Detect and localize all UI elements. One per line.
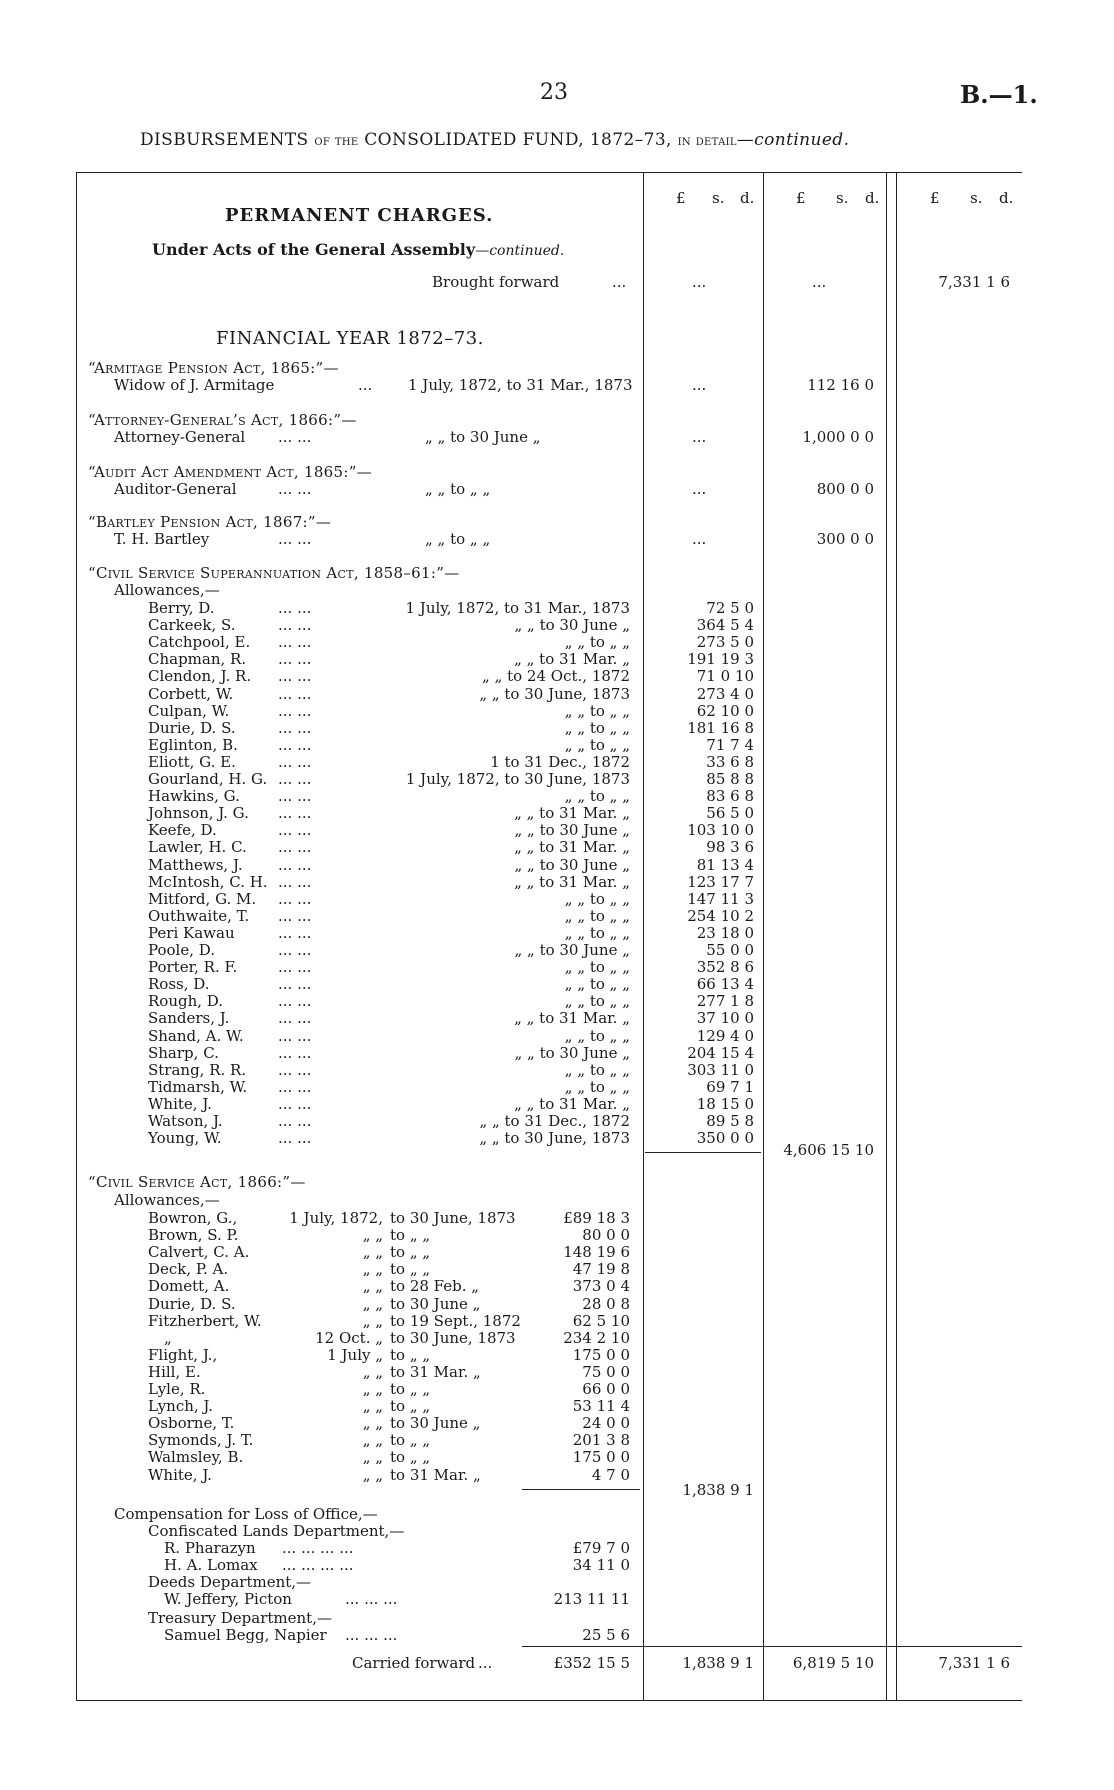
superannuation-dots: ... ...	[278, 752, 312, 771]
civil-service-amount: £89 18 3	[563, 1209, 630, 1227]
superannuation-amount: 147 11 3	[687, 889, 754, 908]
compensation-dots: ... ... ... ...	[282, 1556, 354, 1574]
compensation-amount: 34 11 0	[572, 1556, 630, 1574]
superannuation-name: Gourland, H. G.	[148, 770, 268, 788]
superannuation-dots: ... ...	[278, 804, 312, 823]
carried-forward-dots: ...	[478, 1654, 493, 1672]
act-period: „ „ to „ „	[425, 530, 491, 548]
act-payee: Attorney-General	[114, 428, 246, 446]
civil-service-amount: 24 0 0	[582, 1414, 630, 1433]
superannuation-name: Porter, R. F.	[148, 958, 238, 977]
act-period: 1 July, 1872, to 31 Mar., 1873	[408, 376, 633, 394]
civil-service-period: to 30 June „	[390, 1294, 481, 1313]
act-payee: Auditor-General	[114, 480, 237, 498]
superannuation-dots: ... ...	[278, 667, 312, 686]
superannuation-dots: ... ...	[278, 975, 312, 994]
compensation-payee: W. Jeffery, Picton	[164, 1590, 292, 1608]
compensation-department: Confiscated Lands Department,—	[148, 1522, 405, 1540]
superannuation-amount: 103 10 0	[687, 821, 754, 840]
heading-main: DISBURSEMENTS	[140, 130, 309, 150]
superannuation-name: Chapman, R.	[148, 650, 247, 669]
superannuation-dots: ... ...	[278, 701, 312, 720]
superannuation-amount: 364 5 4	[696, 616, 754, 635]
civil-service-start: 1 July, 1872,	[289, 1209, 383, 1227]
act-amount: 112 16 0	[807, 376, 874, 394]
superannuation-amount: 352 8 6	[696, 958, 754, 977]
heading-in-detail: in detail	[677, 133, 737, 149]
section-subtitle	[152, 240, 564, 259]
superannuation-dots: ... ...	[278, 735, 312, 754]
civil-service-amount: 175 0 0	[572, 1448, 630, 1467]
superannuation-name: Lawler, H. C.	[148, 838, 247, 857]
civil-service-period: to 31 Mar. „	[390, 1362, 481, 1381]
superannuation-period: „ „ to 31 Mar. „	[514, 650, 630, 669]
financial-year-heading: FINANCIAL YEAR 1872–73.	[216, 328, 484, 349]
table-divider-1	[643, 172, 644, 1700]
civil-service-name: Lyle, R.	[148, 1380, 206, 1398]
superannuation-dots: ... ...	[278, 718, 312, 737]
superannuation-dots: ... ...	[278, 787, 312, 806]
superannuation-name: White, J.	[148, 1094, 212, 1113]
superannuation-amount: 191 19 3	[687, 650, 754, 669]
superannuation-dots: ... ...	[278, 599, 312, 617]
superannuation-period: „ „ to 24 Oct., 1872	[482, 667, 630, 686]
superannuation-name: Ross, D.	[148, 975, 210, 994]
civil-service-period: to 28 Feb. „	[390, 1277, 480, 1296]
superannuation-period: „ „ to 30 June „	[514, 855, 630, 874]
compensation-payee: H. A. Lomax	[164, 1556, 258, 1574]
civil-service-name: Lynch, J.	[148, 1397, 214, 1416]
civil-service-amount: 53 11 4	[572, 1397, 630, 1416]
compensation-dots: ... ... ...	[345, 1626, 398, 1644]
pence-header: d.	[999, 189, 1014, 207]
superannuation-dots: ... ...	[278, 923, 312, 942]
civil-service-name: Domett, A.	[148, 1277, 230, 1296]
superannuation-amount: 85 8 8	[706, 770, 754, 788]
superannuation-dots: ... ...	[278, 992, 312, 1011]
superannuation-dots: ... ...	[278, 906, 312, 925]
superannuation-name: Corbett, W.	[148, 684, 234, 703]
superannuation-allowances: Allowances,—	[114, 581, 220, 599]
civil-service-amount: 80 0 0	[582, 1226, 630, 1245]
civil-service-period: to „ „	[390, 1260, 431, 1279]
superannuation-period: „ „ to 31 Mar. „	[514, 872, 630, 891]
carried-forward-col1: 1,838 9 1	[682, 1654, 754, 1672]
civil-service-period: to „ „	[390, 1397, 431, 1416]
brought-forward-label: Brought forward	[432, 273, 560, 291]
civil-service-subtotal: 1,838 9 1	[682, 1481, 754, 1499]
superannuation-name: Sharp, C.	[148, 1043, 219, 1062]
superannuation-period: „ „ to „ „	[564, 889, 630, 908]
superannuation-amount: 69 7 1	[706, 1077, 754, 1096]
compensation-payee: R. Pharazyn	[164, 1539, 256, 1557]
superannuation-amount: 204 15 4	[687, 1043, 754, 1062]
superannuation-period: „ „ to „ „	[564, 1026, 630, 1045]
civil-service-amount: 201 3 8	[572, 1431, 630, 1450]
act-title: “Attorney-General’s Act, 1866:”—	[88, 411, 357, 429]
brought-forward-col2-dots: ...	[812, 273, 827, 291]
civil-service-amount: 75 0 0	[582, 1362, 630, 1381]
superannuation-period: „ „ to „ „	[564, 1077, 630, 1096]
act-period: „ „ to „ „	[425, 480, 491, 498]
superannuation-dots: ... ...	[278, 1094, 312, 1113]
heading-continued: —continued.	[736, 130, 850, 150]
table-divider-2	[763, 172, 764, 1700]
superannuation-amount: 71 7 4	[706, 735, 754, 754]
superannuation-amount: 23 18 0	[696, 923, 754, 942]
superannuation-name: Sanders, J.	[148, 1009, 230, 1028]
page-number: 23	[540, 80, 568, 105]
superannuation-name: Clendon, J. R.	[148, 667, 252, 686]
compensation-amount: £79 7 0	[572, 1539, 630, 1557]
superannuation-name: Mitford, G. M.	[148, 889, 257, 908]
superannuation-dots: ... ...	[278, 1077, 312, 1096]
brought-forward-dots: ...	[612, 273, 627, 291]
superannuation-dots: ... ...	[278, 1026, 312, 1045]
table-divider-4	[896, 172, 897, 1700]
superannuation-period: „ „ to 31 Dec., 1872	[479, 1112, 630, 1130]
compensation-amount: 213 11 11	[553, 1590, 630, 1608]
civil-service-start: „ „	[362, 1277, 383, 1296]
superannuation-name: Hawkins, G.	[148, 787, 240, 806]
superannuation-period: „ „ to „ „	[564, 787, 630, 806]
superannuation-dots: ... ...	[278, 958, 312, 977]
compensation-title: Compensation for Loss of Office,—	[114, 1505, 378, 1523]
civil-service-name: Calvert, C. A.	[148, 1243, 250, 1262]
act-amount: 1,000 0 0	[802, 428, 874, 446]
civil-service-name: Fitzherbert, W.	[148, 1311, 262, 1330]
shilling-header: s.	[970, 189, 983, 207]
carried-forward-col2: 6,819 5 10	[792, 1654, 874, 1672]
act-col1-dots: ...	[692, 530, 707, 548]
table-left-rule	[76, 172, 77, 1700]
civil-service-name: Deck, P. A.	[148, 1260, 229, 1279]
civil-service-amount: 47 19 8	[572, 1260, 630, 1279]
brought-forward-col1-dots: ...	[692, 273, 707, 291]
superannuation-period: „ „ to 31 Mar. „	[514, 804, 630, 823]
superannuation-name: Johnson, J. G.	[148, 804, 249, 823]
civil-service-name: Bowron, G.,	[148, 1209, 238, 1227]
act-title: “Bartley Pension Act, 1867:”—	[88, 513, 332, 531]
act-title: “Armitage Pension Act, 1865:”—	[88, 359, 339, 377]
shilling-header: s.	[836, 189, 849, 207]
civil-service-amount: 148 19 6	[563, 1243, 630, 1262]
pound-header: £	[930, 189, 940, 207]
superannuation-name: Culpan, W.	[148, 701, 230, 720]
act-dots: ... ...	[278, 480, 312, 498]
superannuation-amount: 81 13 4	[696, 855, 754, 874]
heading-of-the: of the	[314, 133, 359, 149]
superannuation-period: „ „ to 30 June, 1873	[479, 684, 630, 703]
document-heading	[140, 130, 849, 150]
superannuation-amount: 273 4 0	[696, 684, 754, 703]
page-reference: B.—1.	[960, 80, 1038, 109]
carried-forward-label: Carried forward	[352, 1654, 476, 1672]
shilling-header: s.	[712, 189, 725, 207]
superannuation-name: Outhwaite, T.	[148, 906, 250, 925]
superannuation-dots: ... ...	[278, 855, 312, 874]
superannuation-period: „ „ to 30 June, 1873	[479, 1129, 630, 1148]
superannuation-total: 4,606 15 10	[783, 1141, 874, 1159]
subtitle-bold: Under Acts of the General Assembly	[152, 240, 476, 259]
carried-forward-col3: 7,331 1 6	[938, 1654, 1010, 1672]
superannuation-amount: 277 1 8	[696, 992, 754, 1011]
civil-service-start: „ „	[362, 1226, 383, 1245]
civil-service-name: Flight, J.,	[148, 1345, 218, 1364]
compensation-dots: ... ... ... ...	[282, 1539, 354, 1557]
civil-service-subtotal-rule	[522, 1489, 640, 1490]
act-amount: 300 0 0	[816, 530, 874, 548]
civil-service-amount: 66 0 0	[582, 1380, 630, 1398]
superannuation-name: Keefe, D.	[148, 821, 217, 840]
civil-service-name: Brown, S. P.	[148, 1226, 239, 1245]
superannuation-dots: ... ...	[278, 821, 312, 840]
superannuation-dots: ... ...	[278, 1060, 312, 1079]
heading-fund: CONSOLIDATED FUND, 1872–73,	[364, 130, 672, 150]
pound-header: £	[796, 189, 806, 207]
act-dots: ... ...	[278, 530, 312, 548]
superannuation-name: Peri Kawau	[148, 923, 235, 942]
superannuation-period: 1 to 31 Dec., 1872	[490, 752, 630, 771]
superannuation-name: Poole, D.	[148, 941, 216, 959]
civil-service-amount: 28 0 8	[582, 1294, 630, 1313]
civil-service-name: Osborne, T.	[148, 1414, 235, 1433]
act-col1-dots: ...	[692, 376, 707, 394]
superannuation-period: „ „ to „ „	[564, 1060, 630, 1079]
civil-service-amount: 373 0 4	[572, 1277, 630, 1296]
superannuation-name: Eliott, G. E.	[148, 752, 236, 771]
civil-service-period: to 30 June, 1873	[390, 1328, 516, 1347]
superannuation-total-rule	[645, 1152, 761, 1153]
table-divider-3	[886, 172, 887, 1700]
superannuation-name: Berry, D.	[148, 599, 215, 617]
civil-service-period: to 30 June, 1873	[390, 1209, 516, 1227]
superannuation-amount: 83 6 8	[706, 787, 754, 806]
superannuation-period: „ „ to 30 June „	[514, 821, 630, 840]
civil-service-name: Walmsley, B.	[148, 1448, 244, 1467]
superannuation-amount: 72 5 0	[706, 599, 754, 617]
superannuation-dots: ... ...	[278, 1112, 312, 1130]
superannuation-period: 1 July, 1872, to 30 June, 1873	[405, 770, 630, 788]
superannuation-amount: 89 5 8	[706, 1112, 754, 1130]
superannuation-dots: ... ...	[278, 838, 312, 857]
superannuation-name: Rough, D.	[148, 992, 224, 1011]
act-col1-dots: ...	[692, 480, 707, 498]
superannuation-dots: ... ...	[278, 1009, 312, 1028]
act-dots: ...	[358, 376, 373, 394]
superannuation-name: Eglinton, B.	[148, 735, 238, 754]
civil-service-start: „ „	[362, 1431, 383, 1450]
civil-service-name: Symonds, J. T.	[148, 1431, 254, 1450]
section-title: PERMANENT CHARGES.	[225, 205, 494, 226]
superannuation-name: McIntosh, C. H.	[148, 872, 268, 891]
superannuation-name: Matthews, J.	[148, 855, 243, 874]
pence-header: d.	[740, 189, 755, 207]
superannuation-amount: 129 4 0	[696, 1026, 754, 1045]
superannuation-amount: 98 3 6	[706, 838, 754, 857]
carried-forward-inner: £352 15 5	[553, 1654, 630, 1672]
superannuation-dots: ... ...	[278, 941, 312, 959]
subtitle-italic: —continued.	[475, 243, 565, 259]
civil-service-allowances: Allowances,—	[114, 1191, 220, 1209]
superannuation-dots: ... ...	[278, 770, 312, 788]
superannuation-amount: 303 11 0	[687, 1060, 754, 1079]
civil-service-start: „ „	[362, 1294, 383, 1313]
superannuation-name: Young, W.	[148, 1129, 222, 1148]
civil-service-name: „	[164, 1328, 172, 1347]
superannuation-period: „ „ to „ „	[564, 701, 630, 720]
civil-service-start: „ „	[362, 1311, 383, 1330]
superannuation-dots: ... ...	[278, 1129, 312, 1148]
superannuation-name: Shand, A. W.	[148, 1026, 244, 1045]
superannuation-period: „ „ to „ „	[564, 992, 630, 1011]
superannuation-dots: ... ...	[278, 616, 312, 635]
civil-service-title: “Civil Service Act, 1866:”—	[88, 1173, 306, 1191]
superannuation-period: 1 July, 1872, to 31 Mar., 1873	[405, 599, 630, 617]
superannuation-dots: ... ...	[278, 684, 312, 703]
superannuation-period: „ „ to „ „	[564, 718, 630, 737]
civil-service-start: „ „	[362, 1260, 383, 1279]
civil-service-start: „ „	[362, 1397, 383, 1416]
civil-service-period: to „ „	[390, 1345, 431, 1364]
act-col1-dots: ...	[692, 428, 707, 446]
superannuation-dots: ... ...	[278, 872, 312, 891]
civil-service-period: to „ „	[390, 1448, 431, 1467]
civil-service-amount: 4 7 0	[591, 1465, 630, 1484]
superannuation-period: „ „ to „ „	[564, 958, 630, 977]
superannuation-amount: 66 13 4	[696, 975, 754, 994]
table-top-rule	[76, 172, 1022, 173]
civil-service-start: „ „	[362, 1362, 383, 1381]
act-title: “Audit Act Amendment Act, 1865:”—	[88, 463, 372, 481]
civil-service-period: to 30 June „	[390, 1414, 481, 1433]
superannuation-title: “Civil Service Superannuation Act, 1858–61:”—	[88, 564, 460, 582]
civil-service-amount: 234 2 10	[563, 1328, 630, 1347]
compensation-dots: ... ... ...	[345, 1590, 398, 1608]
civil-service-period: to „ „	[390, 1243, 431, 1262]
superannuation-period: „ „ to 30 June „	[514, 616, 630, 635]
superannuation-period: „ „ to „ „	[564, 633, 630, 652]
civil-service-start: „ „	[362, 1465, 383, 1484]
superannuation-period: „ „ to „ „	[564, 923, 630, 942]
superannuation-dots: ... ...	[278, 889, 312, 908]
superannuation-dots: ... ...	[278, 1043, 312, 1062]
superannuation-dots: ... ...	[278, 650, 312, 669]
brought-forward-amount: 7,331 1 6	[938, 273, 1010, 291]
superannuation-name: Watson, J.	[148, 1112, 223, 1130]
compensation-department: Treasury Department,—	[148, 1609, 332, 1627]
civil-service-period: to „ „	[390, 1226, 431, 1245]
superannuation-name: Tidmarsh, W.	[148, 1077, 248, 1096]
pound-header: £	[676, 189, 686, 207]
superannuation-amount: 56 5 0	[706, 804, 754, 823]
superannuation-period: „ „ to 31 Mar. „	[514, 838, 630, 857]
superannuation-period: „ „ to 30 June „	[514, 1043, 630, 1062]
superannuation-amount: 71 0 10	[696, 667, 754, 686]
superannuation-amount: 123 17 7	[687, 872, 754, 891]
superannuation-name: Catchpool, E.	[148, 633, 251, 652]
act-period: „ „ to 30 June „	[425, 428, 541, 446]
superannuation-amount: 62 10 0	[696, 701, 754, 720]
civil-service-amount: 175 0 0	[572, 1345, 630, 1364]
act-amount: 800 0 0	[816, 480, 874, 498]
compensation-payee: Samuel Begg, Napier	[164, 1626, 327, 1644]
compensation-department: Deeds Department,—	[148, 1573, 312, 1591]
superannuation-dots: ... ...	[278, 633, 312, 652]
superannuation-period: „ „ to 31 Mar. „	[514, 1009, 630, 1028]
act-payee: Widow of J. Armitage	[114, 376, 275, 394]
superannuation-period: „ „ to „ „	[564, 906, 630, 925]
pence-header: d.	[865, 189, 880, 207]
act-payee: T. H. Bartley	[114, 530, 210, 548]
superannuation-name: Strang, R. R.	[148, 1060, 247, 1079]
civil-service-start: „ „	[362, 1414, 383, 1433]
civil-service-start: „ „	[362, 1243, 383, 1262]
civil-service-start: 12 Oct. „	[315, 1328, 383, 1347]
civil-service-period: to „ „	[390, 1380, 431, 1398]
superannuation-period: „ „ to 31 Mar. „	[514, 1094, 630, 1113]
civil-service-start: „ „	[362, 1448, 383, 1467]
civil-service-name: Hill, E.	[148, 1362, 201, 1381]
carried-forward-rule	[522, 1646, 1022, 1647]
superannuation-name: Durie, D. S.	[148, 718, 236, 737]
table-bottom-rule	[76, 1700, 1022, 1701]
compensation-amount: 25 5 6	[582, 1626, 630, 1644]
civil-service-start: 1 July „	[327, 1345, 383, 1364]
superannuation-period: „ „ to 30 June „	[514, 941, 630, 959]
superannuation-amount: 181 16 8	[687, 718, 754, 737]
civil-service-amount: 62 5 10	[572, 1311, 630, 1330]
superannuation-amount: 37 10 0	[696, 1009, 754, 1028]
superannuation-period: „ „ to „ „	[564, 735, 630, 754]
superannuation-amount: 55 0 0	[706, 941, 754, 959]
act-dots: ... ...	[278, 428, 312, 446]
civil-service-period: to 31 Mar. „	[390, 1465, 481, 1484]
superannuation-amount: 18 15 0	[696, 1094, 754, 1113]
civil-service-period: to „ „	[390, 1431, 431, 1450]
civil-service-start: „ „	[362, 1380, 383, 1398]
superannuation-name: Carkeek, S.	[148, 616, 236, 635]
civil-service-period: to 19 Sept., 1872	[390, 1311, 521, 1330]
civil-service-name: Durie, D. S.	[148, 1294, 236, 1313]
civil-service-name: White, J.	[148, 1465, 212, 1484]
superannuation-period: „ „ to „ „	[564, 975, 630, 994]
superannuation-amount: 350 0 0	[696, 1129, 754, 1148]
superannuation-amount: 273 5 0	[696, 633, 754, 652]
superannuation-amount: 254 10 2	[687, 906, 754, 925]
superannuation-amount: 33 6 8	[706, 752, 754, 771]
